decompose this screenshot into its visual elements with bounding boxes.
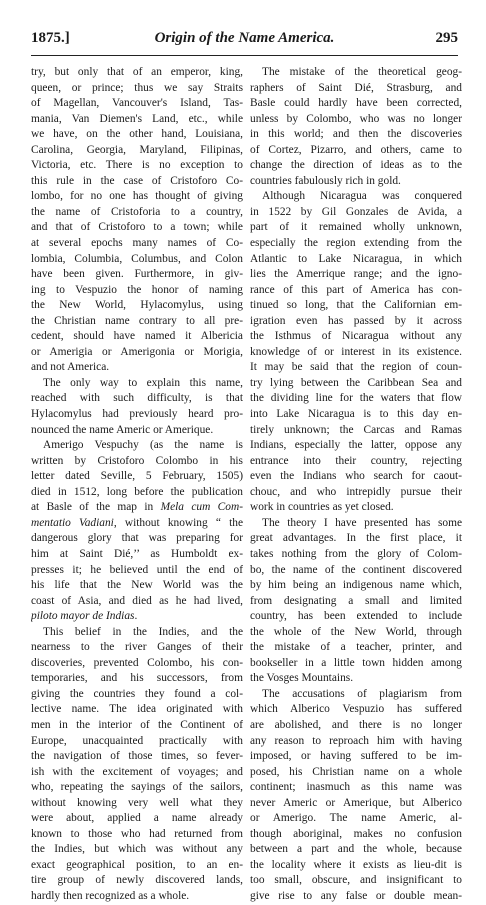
text-line: ing to Vespuzio the honor of naming	[31, 283, 243, 296]
right-column	[250, 65, 462, 905]
text-line: at several epochs many names of Co-	[31, 237, 243, 250]
text-line: died in 1512, long before the publication	[31, 485, 243, 498]
text-line: presses it; he believed until the end of	[31, 563, 243, 576]
text-line: knowledge of or interest in its existence.	[250, 345, 462, 358]
text-line: the locality where it exists as lieu-dit is	[250, 858, 462, 871]
text-line: especially the region extending from the	[250, 237, 462, 250]
text-line: country, has been extended to include	[250, 610, 462, 623]
text-line: letter dated Seville, 5 February, 1505)	[31, 470, 243, 483]
text-line: written by Cristoforo Colombo in his	[31, 454, 243, 467]
header-rule	[31, 55, 458, 56]
text-line: imposed, or having suffered to be im-	[250, 750, 462, 763]
left-column	[31, 65, 243, 905]
text-line: nearness to the river Ganges of their	[31, 641, 243, 654]
text-line: we have, on the other hand, Louisiana,	[31, 128, 243, 141]
text-line: Although Nicaragua was conquered	[262, 190, 462, 203]
text-line: without knowing very well what they	[31, 796, 243, 809]
text-line: too small, obscure, and insignificant to	[250, 874, 462, 887]
text-line: the Isthmus of Nicaragua without any	[250, 330, 462, 343]
text-line: the Vosges Mountains.	[250, 672, 354, 685]
text-line: the name of Cristoforia to a country,	[31, 205, 243, 218]
text-line: between a part and the whole, because	[250, 843, 462, 856]
text-line: discoveries, prevented Colombo, his con-	[31, 656, 243, 669]
text-line: posed, his Christian name on a whole	[250, 765, 462, 778]
text-line: into Lake Nicaragua is to this day en-	[250, 408, 462, 421]
text-line: him at Saint Dié,’’ as Humboldt ex-	[31, 547, 243, 560]
text-line: temporaries, and his successors, from	[31, 672, 243, 685]
text-line: It may be said that the region of coun-	[250, 361, 462, 374]
text-line: the New World, Hylacomylus, using	[31, 299, 243, 312]
text-line: who, repeating the sayings of the sailors,	[31, 781, 243, 794]
text-line: Atlantic to Lake Nicaragua, in which	[250, 252, 462, 265]
text-line: rance of this part of America has con-	[250, 283, 462, 296]
text-line: try, but only that of an emperor, king,	[31, 66, 243, 78]
text-line: the Christian name contrary to all pre-	[31, 314, 243, 327]
header-title: Origin of the Name America.	[154, 30, 335, 46]
text-line: Europe, unacquainted practically with	[31, 734, 243, 747]
text-line: entrance into their country, rejecting	[250, 454, 462, 467]
text-line: Amerigo Vespuchy (as the name is	[43, 439, 243, 452]
text-line: which Alberico Vespuzio has suffered	[250, 703, 462, 716]
text-line: at Basle of the map in Mela cum Com-	[31, 501, 243, 514]
text-line: give rise to any false or double mean-	[250, 889, 462, 902]
text-line: though aboriginal, makes no confusion	[250, 827, 462, 840]
text-line: takes nothing from the glory of Colom-	[250, 547, 462, 560]
text-line: tinued so long, that the Californian em-	[250, 299, 462, 312]
text-line: igration even has passed by it across	[250, 314, 462, 327]
text-line: chouc, and who intrepidly pursue their	[250, 485, 462, 498]
text-line: known to those who had returned from	[31, 827, 243, 840]
text-line: bo, the name of the continent discovered	[250, 563, 462, 576]
text-line: tirely unknown; the Carcas and Ramas	[250, 423, 462, 436]
text-line: continent; inasmuch as this name was	[250, 781, 462, 794]
text-line: in this world; and then the discoveries	[250, 128, 462, 141]
text-line: lies the Amerrique range; and the igno-	[250, 268, 462, 281]
text-line: dangerous glory that was preparing for	[31, 532, 243, 545]
text-line: cedent, should have named it Albericia	[31, 330, 243, 343]
text-line: coast of Asia, and died as he had lived,	[31, 594, 243, 607]
text-line: the navigation of those times, so fever-	[31, 750, 243, 763]
page-number: 295	[435, 30, 458, 46]
text-line: great advantages. In the first place, it	[250, 532, 462, 545]
text-line: countries fabulously rich in gold.	[250, 174, 401, 187]
text-line: are abolished, and there is no longer	[250, 718, 462, 731]
text-line: of Cortez, Pizarro, and others, came to	[250, 143, 462, 156]
text-line: part of it remained wholly unknown,	[250, 221, 462, 234]
text-line: his life that the New World was the	[31, 579, 243, 592]
text-line: Indians, especially the latter, oppose any	[250, 439, 462, 452]
text-line: giving the countries they found a col-	[31, 687, 243, 700]
text-line: change the direction of ideas as to the	[250, 159, 462, 172]
text-line: and not America.	[31, 361, 110, 374]
text-line: have been given. Furthermore, in giv-	[31, 268, 243, 281]
text-line: reached with such difficulty, is that	[31, 392, 243, 405]
text-line: lombo, for no one has thought of giving	[31, 190, 243, 203]
text-line: the dividing line for the waters that flow	[250, 392, 462, 405]
text-line: never Americ or Amerique, but Alberico	[250, 796, 462, 809]
text-line: mentatio Vadiani, without knowing “ the	[31, 516, 243, 529]
text-line: any reason to reproach him with having	[250, 734, 462, 747]
text-line: queen, or prince; thus we say Straits	[31, 81, 243, 94]
text-line: were about, applied a name already	[31, 812, 243, 825]
text-line: The mistake of the theoretical geog-	[262, 66, 462, 78]
text-line: work in countries as yet closed.	[250, 501, 394, 514]
running-header	[31, 30, 458, 52]
text-line: exact geographical position, to an en-	[31, 858, 243, 871]
text-line: tire group of newly discovered lands,	[31, 874, 243, 887]
text-line: piloto mayor de Indias.	[31, 610, 138, 623]
text-line: lective name. The idea originated with	[31, 703, 243, 716]
text-line: This belief in the Indies, and the	[43, 625, 243, 638]
text-line: or Amerigia or Amerigonia or Morigia,	[31, 345, 243, 358]
text-line: the Indies, but which was without any	[31, 843, 243, 856]
text-line: the mistake of a teacher, printer, and	[250, 641, 462, 654]
text-line: mania, Van Diemen's Land, etc., while	[31, 112, 243, 125]
text-line: the whole of the New World, through	[250, 625, 462, 638]
text-line: of Magellan, Vancouver's Island, Tas-	[31, 97, 243, 110]
text-line: ish with the excitement of voyages; and	[31, 765, 243, 778]
text-line: and that of Cristoforo to a town; while	[31, 221, 243, 234]
text-line: men in the interior of the Continent of	[31, 718, 243, 731]
text-line: Carolina, Georgia, Maryland, Filipinas,	[31, 143, 243, 156]
text-line: Basle could hardly have been corrected,	[250, 97, 462, 110]
text-line: The theory I have presented has some	[262, 516, 462, 529]
text-line: bookseller in a little town hidden among	[250, 656, 462, 669]
text-line: hardly then recognized as a whole.	[31, 889, 190, 902]
text-line: from designating a small and limited	[250, 594, 462, 607]
text-line: Victoria, etc. There is no exception to	[31, 159, 243, 172]
text-line: Hylacomylus had previously heard pro-	[31, 408, 243, 421]
text-line: this rule in the case of Cristoforo Co-	[31, 174, 243, 187]
text-line: even the Indians who search for caout-	[250, 470, 462, 483]
text-line: unless by Colombo, who was no longer	[250, 112, 462, 125]
text-line: in 1522 by Gil Gonzales de Avida, a	[250, 205, 462, 218]
header-year: 1875.]	[31, 30, 70, 46]
text-line: by him being an indigenous name which,	[250, 579, 462, 592]
text-line: The only way to explain this name,	[43, 376, 243, 389]
text-line: try lying between the Caribbean Sea and	[250, 376, 462, 389]
text-line: raphers of Saint Dié, Strasburg, and	[250, 81, 462, 94]
text-line: nounced the name Americ or Amerique.	[31, 423, 214, 436]
text-line: or Amerigo. The name Americ, al-	[250, 812, 462, 825]
text-line: The accusations of plagiarism from	[262, 687, 462, 700]
text-line: lombia, Columbia, Columbus, and Colon	[31, 252, 243, 265]
